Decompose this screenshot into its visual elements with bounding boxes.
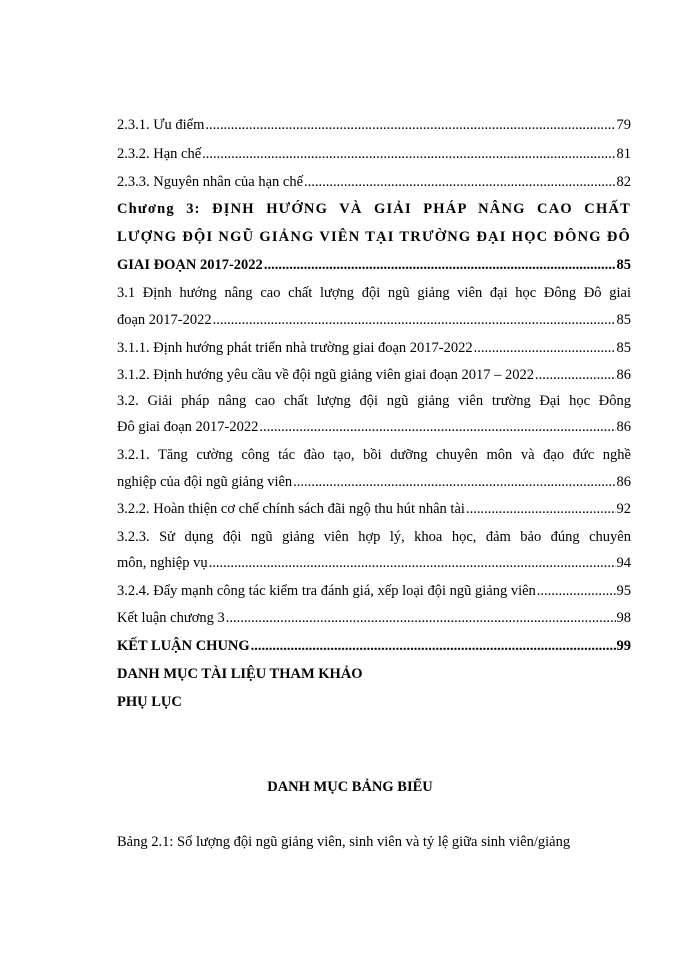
toc-page-number: 99 xyxy=(616,638,631,654)
toc-leader-dots xyxy=(293,473,615,491)
toc-page-number: 79 xyxy=(616,117,631,133)
toc-leader-dots xyxy=(202,145,615,163)
toc-entry-3-1-line1[interactable]: 3.1 Định hướng nâng cao chất lượng đội ngũ giảng viên đại học Đông Đô giai xyxy=(117,285,631,301)
toc-chapter3-line1[interactable]: Chương 3: ĐỊNH HƯỚNG VÀ GIẢI PHÁP NÂNG CAO CHẤT xyxy=(117,201,631,217)
toc-entry-label: KẾT LUẬN CHUNG xyxy=(117,638,250,654)
toc-page-number: 86 xyxy=(616,419,631,435)
tables-list-entry-2-1[interactable]: Bảng 2.1: Số lượng đội ngũ giảng viên, sinh viên và tỷ lệ giữa sinh viên/giảng xyxy=(117,834,571,850)
toc-entry-label: 2.3.3. Nguyên nhân của hạn chế xyxy=(117,174,304,190)
toc-leader-dots xyxy=(537,582,616,600)
toc-entry-2-3-1[interactable] xyxy=(117,116,631,134)
toc-leader-dots xyxy=(259,418,615,436)
toc-entry-appendix[interactable]: PHỤ LỤC xyxy=(117,694,182,710)
toc-leader-dots xyxy=(226,609,616,627)
toc-page-number: 82 xyxy=(616,174,631,190)
toc-leader-dots xyxy=(205,116,615,134)
toc-entry-label: đoạn 2017-2022 xyxy=(117,312,212,328)
toc-entry-label: môn, nghiệp vụ xyxy=(117,555,208,571)
toc-leader-dots xyxy=(213,311,616,329)
toc-chapter3-line3[interactable] xyxy=(117,256,631,274)
tables-list-title: DANH MỤC BẢNG BIỂU xyxy=(267,779,433,795)
toc-entry-conclusion-ch3[interactable] xyxy=(117,609,631,627)
toc-entry-2-3-2[interactable] xyxy=(117,145,631,163)
toc-page-number: 85 xyxy=(616,257,631,273)
toc-chapter3-line2[interactable]: LƯỢNG ĐỘI NGŨ GIẢNG VIÊN TẠI TRƯỜNG ĐẠI HỌC ĐÔNG ĐÔ xyxy=(117,229,631,245)
toc-entry-label: 3.1.2. Định hướng yêu cầu về đội ngũ giảng viên giai đoạn 2017 – 2022 xyxy=(117,367,535,383)
toc-leader-dots xyxy=(209,554,616,572)
toc-page-number: 85 xyxy=(616,312,631,328)
toc-entry-3-2-line2[interactable] xyxy=(117,418,631,436)
toc-page-number: 86 xyxy=(616,474,631,490)
toc-entry-label: Kết luận chương 3 xyxy=(117,610,225,626)
toc-entry-label: 3.1.1. Định hướng phát triển nhà trường giai đoạn 2017-2022 xyxy=(117,340,473,356)
toc-page-number: 86 xyxy=(616,367,631,383)
toc-entry-2-3-3[interactable] xyxy=(117,173,631,191)
toc-entry-3-2-3-line1[interactable]: 3.2.3. Sử dụng đội ngũ giảng viên hợp lý, khoa học, đảm bảo đúng chuyên xyxy=(117,529,631,545)
toc-page-number: 92 xyxy=(616,501,631,517)
toc-leader-dots xyxy=(535,366,615,384)
toc-entry-general-conclusion[interactable] xyxy=(117,637,631,655)
toc-entry-label: 3.2.2. Hoàn thiện cơ chế chính sách đãi ngộ thu hút nhân tài xyxy=(117,501,465,517)
toc-entry-3-2-1-line2[interactable] xyxy=(117,473,631,491)
toc-leader-dots xyxy=(264,256,616,274)
toc-entry-label: GIAI ĐOẠN 2017-2022 xyxy=(117,257,263,273)
toc-page-number: 81 xyxy=(616,146,631,162)
toc-entry-3-2-2[interactable] xyxy=(117,500,631,518)
toc-entry-label: 3.2.4. Đẩy mạnh công tác kiểm tra đánh giá, xếp loại đội ngũ giảng viên xyxy=(117,583,536,599)
toc-entry-3-2-1-line1[interactable]: 3.2.1. Tăng cường công tác đào tạo, bồi dưỡng chuyên môn và đạo đức nghề xyxy=(117,447,631,463)
toc-entry-label: 2.3.1. Ưu điểm xyxy=(117,117,205,133)
toc-page-number: 98 xyxy=(616,610,631,626)
toc-leader-dots xyxy=(304,173,615,191)
toc-leader-dots xyxy=(474,339,616,357)
toc-entry-3-2-3-line2[interactable] xyxy=(117,554,631,572)
toc-entry-references[interactable]: DANH MỤC TÀI LIỆU THAM KHẢO xyxy=(117,666,363,682)
toc-page-number: 85 xyxy=(616,340,631,356)
toc-entry-3-2-4[interactable] xyxy=(117,582,631,600)
toc-entry-label: Đô giai đoạn 2017-2022 xyxy=(117,419,259,435)
toc-leader-dots xyxy=(251,637,616,655)
toc-entry-label: nghiệp của đội ngũ giảng viên xyxy=(117,474,293,490)
toc-leader-dots xyxy=(466,500,616,518)
toc-entry-label: 2.3.2. Hạn chế xyxy=(117,146,202,162)
toc-entry-3-1-2[interactable] xyxy=(117,366,631,384)
toc-page-number: 94 xyxy=(616,555,631,571)
toc-entry-3-2-line1[interactable]: 3.2. Giải pháp nâng cao chất lượng đội ngũ giảng viên trường Đại học Đông xyxy=(117,393,631,409)
toc-entry-3-1-1[interactable] xyxy=(117,339,631,357)
toc-page-number: 95 xyxy=(616,583,631,599)
toc-entry-3-1-line2[interactable] xyxy=(117,311,631,329)
